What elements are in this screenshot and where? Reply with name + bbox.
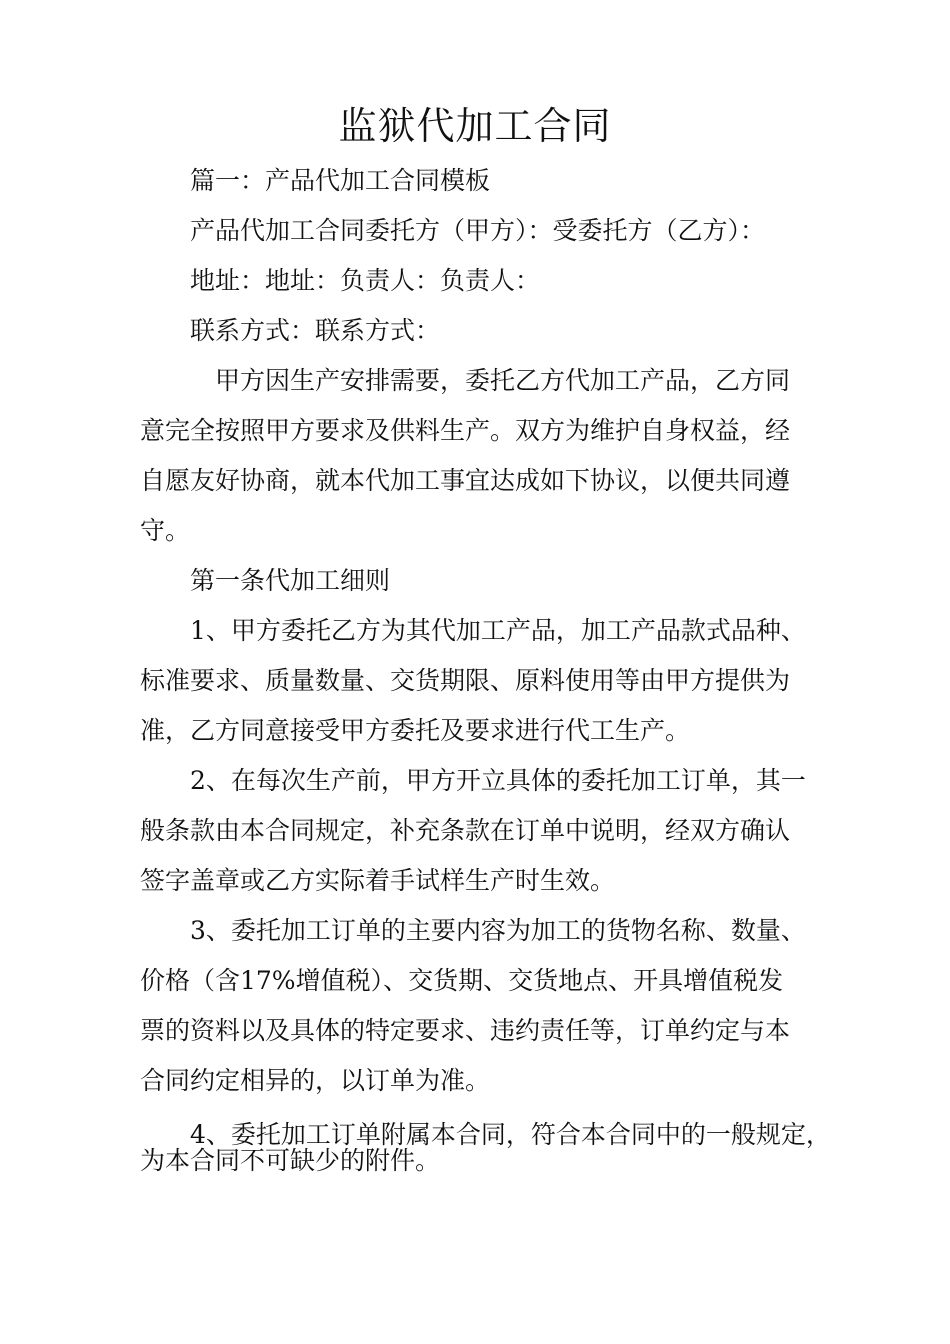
intro-line: 意完全按照甲方要求及供料生产。双方为维护自身权益，经 (140, 416, 791, 445)
clause-3-line: 票的资料以及具体的特定要求、违约责任等，订单约定与本 (140, 1016, 791, 1045)
intro-line: 甲方因生产安排需要，委托乙方代加工产品，乙方同 (215, 366, 791, 395)
clause-3-line: 合同约定相异的，以订单为准。 (140, 1066, 491, 1095)
intro-line: 自愿友好协商，就本代加工事宜达成如下协议，以便共同遵 (140, 466, 791, 495)
intro-line: 守。 (140, 516, 191, 545)
clause-4-paragraph: 4、委托加工订单附属本合同，符合本合同中的一般规定，为本合同不可缺少的附件。 (140, 1120, 831, 1175)
clause-2-line: 2、在每次生产前，甲方开立具体的委托加工订单，其一 (190, 766, 806, 795)
contact-line: 联系方式：联系方式： (190, 316, 441, 345)
subtitle-line: 篇一：产品代加工合同模板 (190, 166, 491, 195)
clause-3-line: 价格（含17%增值税）、交货期、交货地点、开具增值税发 (140, 966, 784, 995)
clause-2-line: 般条款由本合同规定，补充条款在订单中说明，经双方确认 (140, 816, 791, 845)
clause-1-line: 1、甲方委托乙方为其代加工产品，加工产品款式品种、 (190, 616, 806, 645)
clause-2-line: 签字盖章或乙方实际着手试样生产时生效。 (140, 866, 616, 895)
address-line: 地址：地址：负责人：负责人： (190, 266, 541, 295)
clause-1-line: 准，乙方同意接受甲方委托及要求进行代工生产。 (140, 716, 691, 745)
clause-1-line: 标准要求、质量数量、交货期限、原料使用等由甲方提供为 (140, 666, 791, 695)
clause-3-line: 3、委托加工订单的主要内容为加工的货物名称、数量、 (190, 916, 806, 945)
article-heading: 第一条代加工细则 (190, 566, 391, 595)
document-title: 监狱代加工合同 (338, 104, 612, 148)
parties-line: 产品代加工合同委托方（甲方）：受委托方（乙方）： (190, 216, 766, 245)
